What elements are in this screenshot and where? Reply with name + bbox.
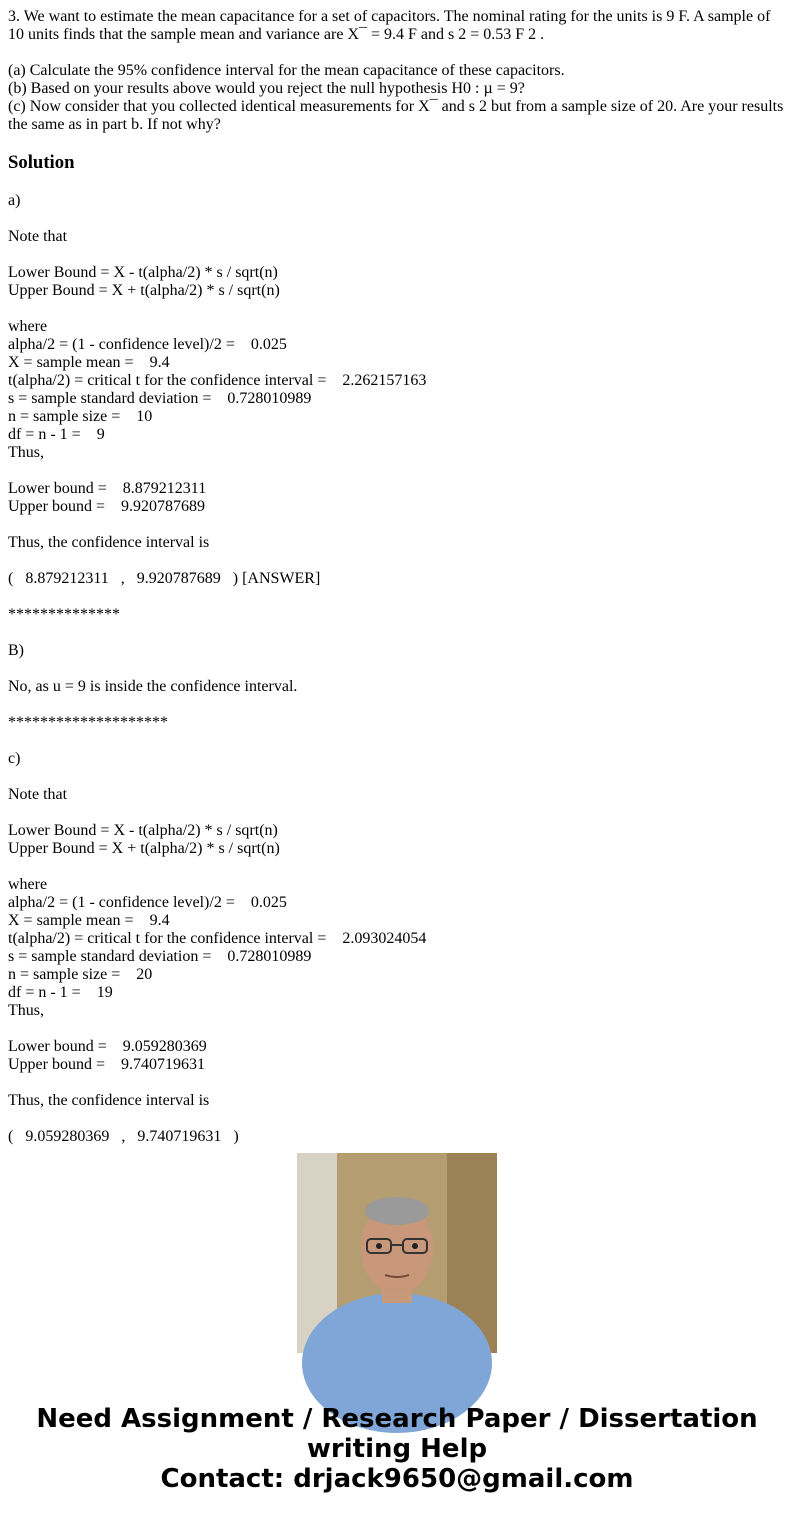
- part-c-lower-formula: Lower Bound = X - t(alpha/2) * s / sqrt(n): [8, 822, 278, 839]
- part-c-note: Note that: [8, 786, 68, 803]
- part-c-lower-bound: Lower bound = 9.059280369: [8, 1038, 207, 1055]
- part-c-upper-formula: Upper Bound = X + t(alpha/2) * s / sqrt(n): [8, 840, 280, 857]
- part-b-label: B): [8, 642, 24, 659]
- part-c-where: where: [8, 876, 48, 893]
- part-a-ci: ( 8.879212311 , 9.920787689 ) [ANSWER]: [8, 570, 321, 587]
- part-a-n: n = sample size = 10: [8, 408, 153, 425]
- question-part-b: (b) Based on your results above would you reject the null hypothesis H0 : µ = 9?: [8, 80, 525, 97]
- part-a-mean: X = sample mean = 9.4: [8, 354, 170, 371]
- promo-contact: Contact: drjack9650@gmail.com: [160, 1464, 634, 1494]
- part-b-answer: No, as u = 9 is inside the confidence interval.: [8, 678, 298, 695]
- part-a-s: s = sample standard deviation = 0.728010989: [8, 390, 312, 407]
- part-a-ci-text: Thus, the confidence interval is: [8, 534, 210, 551]
- part-c-t: t(alpha/2) = critical t for the confidence interval = 2.093024054: [8, 930, 427, 947]
- part-a-upper-formula: Upper Bound = X + t(alpha/2) * s / sqrt(n): [8, 282, 280, 299]
- part-a-where: where: [8, 318, 48, 335]
- question-text: 3. We want to estimate the mean capacitance for a set of capacitors. The nominal rating for the units is 9 F. A sample of 10 units finds that the sample mean and variance are X¯ = 9.4 F and s 2 = 0.53 F 2 .: [8, 8, 775, 43]
- part-c-upper-bound: Upper bound = 9.740719631: [8, 1056, 206, 1073]
- part-a-alpha: alpha/2 = (1 - confidence level)/2 = 0.025: [8, 336, 287, 353]
- part-a-df: df = n - 1 = 9: [8, 426, 105, 443]
- author-avatar: [297, 1153, 497, 1353]
- promo-line-1: Need Assignment / Research Paper / Dissertation: [36, 1404, 758, 1434]
- part-c-n: n = sample size = 20: [8, 966, 153, 983]
- part-c-mean: X = sample mean = 9.4: [8, 912, 170, 929]
- part-a-note: Note that: [8, 228, 68, 245]
- part-c-label: c): [8, 750, 21, 767]
- solution-content: [8, 8, 788, 1145]
- part-c-df: df = n - 1 = 19: [8, 984, 113, 1001]
- question-part-c: (c) Now consider that you collected identical measurements for X¯ and s 2 but from a sample size of 20. Are your results the same as in part b. If not why?: [8, 98, 788, 133]
- solution-heading: Solution: [8, 152, 75, 173]
- question-part-a: (a) Calculate the 95% confidence interval for the mean capacitance of these capacitors.: [8, 62, 565, 79]
- part-c-alpha: alpha/2 = (1 - confidence level)/2 = 0.025: [8, 894, 287, 911]
- part-a-thus: Thus,: [8, 444, 44, 461]
- part-c-ci-text: Thus, the confidence interval is: [8, 1092, 210, 1109]
- part-a-lower-formula: Lower Bound = X - t(alpha/2) * s / sqrt(n): [8, 264, 278, 281]
- part-a-lower-bound: Lower bound = 8.879212311: [8, 480, 207, 497]
- separator: **************: [8, 606, 120, 623]
- part-c-ci: ( 9.059280369 , 9.740719631 ): [8, 1128, 239, 1145]
- part-a-label: a): [8, 192, 21, 209]
- person-portrait-icon: [297, 1153, 497, 1353]
- part-a-t: t(alpha/2) = critical t for the confidence interval = 2.262157163: [8, 372, 427, 389]
- promo-banner: [0, 1404, 794, 1494]
- separator: ********************: [8, 714, 168, 731]
- part-c-s: s = sample standard deviation = 0.728010989: [8, 948, 312, 965]
- part-a-upper-bound: Upper bound = 9.920787689: [8, 498, 206, 515]
- promo-line-2: writing Help: [306, 1434, 488, 1464]
- part-c-thus: Thus,: [8, 1002, 44, 1019]
